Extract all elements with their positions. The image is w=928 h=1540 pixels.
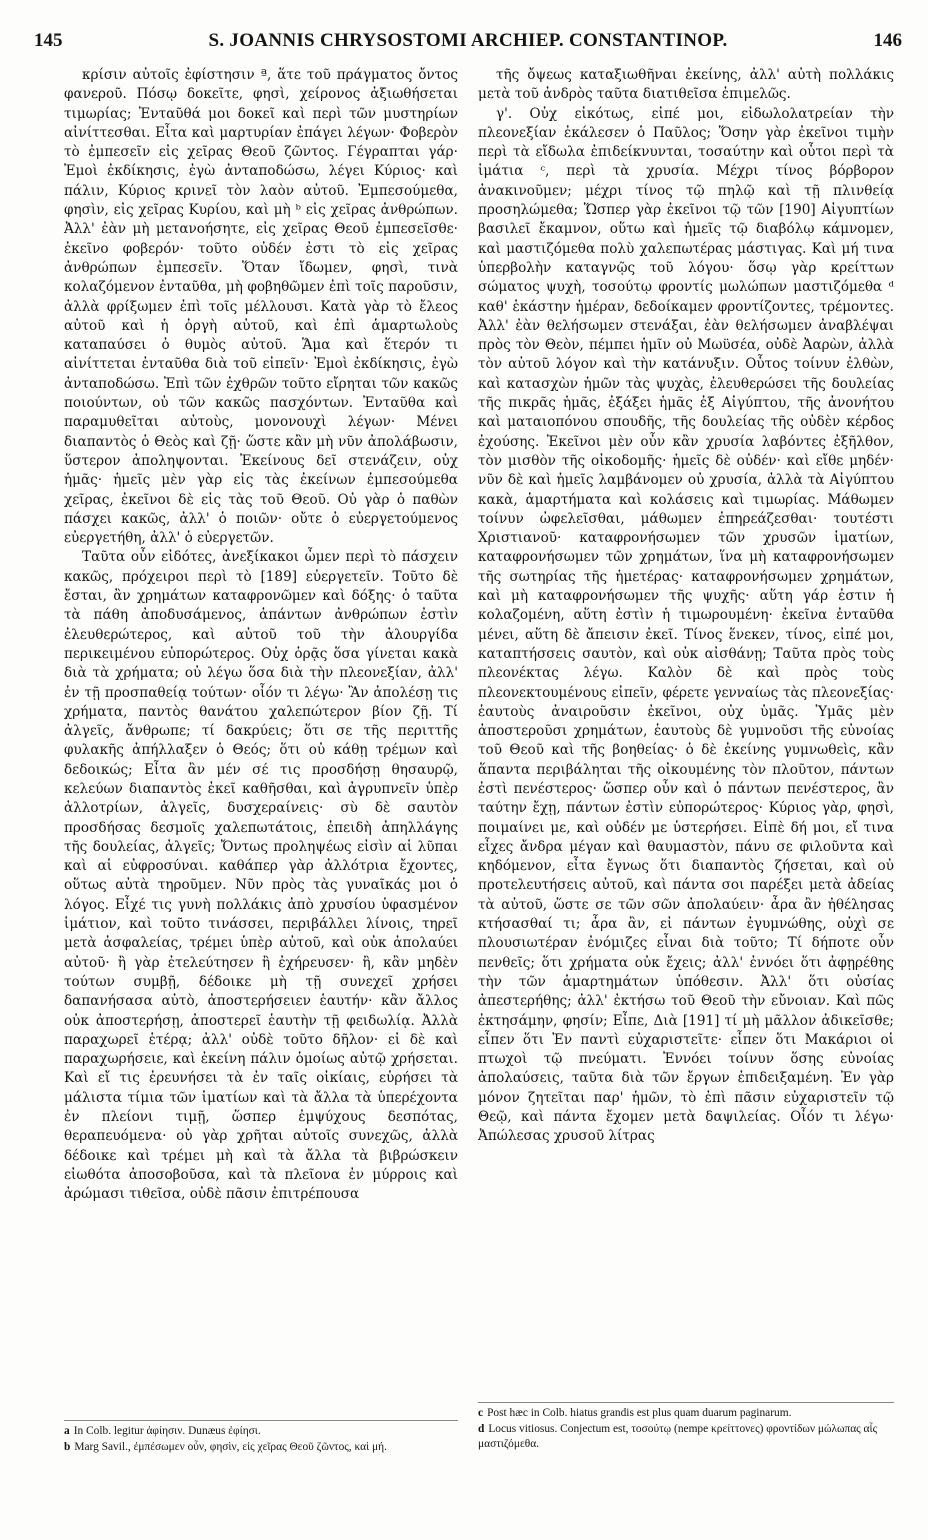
left-paragraph-2: Ταῦτα οὖν εἰδότες, ἀνεξίκακοι ὦμεν περὶ τὸ πάσχειν κακῶς, πρόχειροι περὶ τὸ [189] εὐεργετεῖν. Τοῦτο δὲ ἔσται, ἂν χρημάτων καταφρονῶμεν καὶ δόξης· ὁ ταῦτα τὰ πάθη ἀποδυσάμενος, ἁπάντων ἀνθρώπων ἐστὶν ἐλευθερώτερος, καὶ αὐτοῦ τοῦ τὴν ἁλουργίδα περικειμένου εὐπορώτερος. Οὐχ ὁρᾷς ὅσα γίνεται κακὰ διὰ τὰ χρήματα; οὐ λέγω ὅσα διὰ τὴν πλεονεξίαν, ἀλλ' ἐν τῇ προσπαθείᾳ τούτων· οἷόν τι λέγω· Ἂν ἀπολέσῃ τις χρήματα, παντὸς θανάτου χαλεπώτερον βίον ζῇ. Τί ἀλγεῖς, ἄνθρωπε; τί δακρύεις; ὅτι σε τῆς περιττῆς φυλακῆς ἀπήλλαξεν ὁ Θεός; ὅτι οὐ κάθῃ τρέμων καὶ δεδοικώς; Εἶτα ἂν μέν σέ τις προσδήσῃ θησαυρῷ, κελεύων διαπαντὸς ἐκεῖ καθῆσθαι, καὶ ἀγρυπνεῖν ὑπὲρ ἀλλοτρίων, ἀλγεῖς, δυσχεραίνεις· σὺ δὲ σαυτὸν προσδήσας δεσμοῖς χαλεπωτάτοις, ἐπειδὴ ἀπηλλάγης τῆς δουλείας, ἀλγεῖς; Ὄντως προληψέως εἰσὶν αἱ λῦπαι καὶ αἱ εὐφροσύναι. καθάπερ γὰρ ἀλλότρια ἔχοντες, οὕτως αὐτὰ τηροῦμεν. Νῦν πρὸς τὰς γυναῖκάς μοι ὁ λόγος. Εἶχέ τις γυνὴ πολλάκις ἀπὸ χρυσίου ὑφασμένον ἱμάτιον, καὶ τοῦτο τινάσσει, περιβάλλει λίνοις, τηρεῖ μετὰ ἀσφαλείας, τρέμει ὑπὲρ αὐτοῦ, καὶ οὐκ ἀπολαύει αὐτοῦ· ἢ γὰρ ἐτελεύτησεν ἢ ἐχήρευσεν· ἢ, κἂν μηδὲν τούτων συμβῇ, δέδοικε μὴ τῇ συνεχεῖ χρήσει δαπανήσασα αὐτὸ, ἀποστερήσειεν ἑαυτήν· κἂν ἄλλος οὐκ ἀποστερήσῃ, ἀποστερεῖ ἑαυτὴν τῇ φειδωλίᾳ. Ἀλλὰ παραχωρεῖ ἑτέρᾳ; ἀλλ' οὐδὲ τοῦτο δῆλον· εἰ δὲ καὶ παραχωρήσειε, καὶ ἐκείνη πάλιν ὁμοίως αὐτῷ χρήσεται. Καὶ εἴ τις ἐρευνήσει τὰ ἐν ταῖς οἰκίαις, εὑρήσει τὰ μάλιστα τίμια τῶν ἱματίων καὶ τὰ ἄλλα τὰ ὑπερέχοντα ἐν πλείονι τιμῇ, ὥσπερ ἐμψύχους δεσπότας, θεραπευόμενα· οὐ γὰρ χρῆται αὐτοῖς συνεχῶς, ἀλλὰ δέδοικε καὶ τρέμει μὴ καὶ τὰ ἄλλα τὰ βιβρώσκειν εἰωθότα ἀποσοβοῦσα, καὶ τὰ πλεῖονα ἐν μύρροις καὶ ἀρώμασι τιθεῖσα, οὐδὲ πᾶσιν ἐπιτρέπουσα bbox=[64, 549, 458, 1203]
footnotes-left bbox=[64, 1420, 458, 1456]
footnote-c: c Post hæc in Colb. hiatus grandis est plus quam duarum paginarum. bbox=[478, 1407, 792, 1419]
right-paragraph-2: γ'. Οὐχ εἰκότως, εἰπέ μοι, εἰδωλολατρείαν τὴν πλεονεξίαν ἐκάλεσεν ὁ Παῦλος; Ὅσην γὰρ ἐκεῖνοι τιμὴν περὶ τὰ εἴδωλα ἐπιδείκνυνται, τοσαύτην καὶ οὗτοι περὶ τὰ ἱμάτια ᶜ, περὶ τὰ χρυσία. Μέχρι τίνος βόρβορον ἀνακινοῦμεν; μέχρι τίνος τῷ πηλῷ καὶ τῇ πλινθείᾳ προσηλώμεθα; Ὥσπερ γὰρ ἐκεῖνοι τῷ τῶν [190] Αἰγυπτίων βασιλεῖ ἔκαμνον, οὕτω καὶ ἡμεῖς τῷ διαβόλῳ κάμνομεν, καὶ μαστιζόμεθα πολὺ χαλεπωτέρας μάστιγας. Καὶ μή τινα ὑπερβολὴν καταγνῷς τοῦ λόγου· ὅσῳ γὰρ κρείττων σώματος ψυχὴ, τοσούτῳ φροντίς μωλώπων μαστιζόμεθα ᵈ καθ' ἑκάστην ἡμέραν, δεδοίκαμεν φροντίζοντες, τρέμοντες. Ἀλλ' ἐὰν θελήσωμεν στενάξαι, ἐὰν θελήσωμεν ἀναβλέψαι πρὸς τὸν Θεὸν, πέμπει ἡμῖν οὐ Μωϋσέα, οὐδὲ Ἀαρὼν, ἀλλὰ τὸν αὐτοῦ λόγον καὶ τὴν κατάνυξιν. Οὗτος τοίνυν ἐλθὼν, καὶ κατασχὼν ἡμῶν τὰς ψυχὰς, ἐλευθερώσει τῆς δουλείας τῆς πικρᾶς ἡμᾶς, ἐξάξει ἡμᾶς ἐξ Αἰγύπτου, τῆς ἀνονήτου καὶ ματαιοπόνου σπουδῆς, τῆς δουλείας τῆς οὐδὲν κέρδος ἐχούσης. Ἐκεῖνοι μὲν οὖν κἂν χρυσία λαβόντες ἐξῆλθον, τὸν μισθὸν τῆς οἰκοδομῆς· ἡμεῖς δὲ οὐδέν· καὶ εἴθε μηδέν· νῦν δὲ καὶ ἡμεῖς λαμβάνομεν οὐ χρυσία, ἀλλὰ τὰ Αἰγύπτου κακὰ, ἁμαρτήματα καὶ κολάσεις καὶ τιμωρίας. Μάθωμεν τοίνυν ὠφελεῖσθαι, μάθωμεν ἐπηρεάζεσθαι· τουτέστι Χριστιανοῦ· καταφρονήσωμεν τῶν χρυσῶν ἱματίων, καταφρονήσωμεν τῶν χρημάτων, ἵνα μὴ καταφρονήσωμεν τῆς σωτηρίας τῆς ἡμετέρας· καταφρονήσωμεν χρημάτων, καὶ μὴ καταφρονήσωμεν τῆς ψυχῆς· αὕτη γάρ ἐστιν ἡ κολαζομένη, αὕτη ἐστὶν ἡ τιμωρουμένη· ἐκεῖνα ἐνταῦθα μένει, αὕτη δὲ ἄπεισιν ἐκεῖ. Τίνος ἕνεκεν, τίνος, εἰπέ μοι, καταπτήσσεις σαυτὸν, καὶ οὐκ αἰσθάνῃ; Ταῦτα πρὸς τοὺς πλεονέκτας λέγω. Καλὸν δὲ καὶ πρὸς τοὺς πλεονεκτουμένους εἰπεῖν, φέρετε γενναίως τὰς πλεονεξίας· ἑαυτοὺς ἀναιροῦσιν ἐκεῖνοι, οὐχ ὑμᾶς. Ὑμᾶς μὲν ἀποστεροῦσι χρημάτων, ἑαυτοὺς δὲ γυμνοῦσι τῆς εὐνοίας τοῦ Θεοῦ καὶ τῆς βοηθείας· ὁ δὲ ἐκείνης γυμνωθεὶς, κἂν ἅπαντα περιβάληται τῆς οἰκουμένης τὸν πλοῦτον, πάντων ἐστὶ πενέστερος· ὥσπερ οὖν καὶ ὁ πάντων πενέστερος, ἂν ταύτην ἔχῃ, πάντων ἐστὶν εὐπορώτερος· Κύριος γὰρ, φησὶ, ποιμαίνει με, καὶ οὐδέν με ὑστερήσει. Εἰπὲ δή μοι, εἴ τινα εἶχες ἄνδρα μέγαν καὶ θαυμαστὸν, πάνυ σε φιλοῦντα καὶ κηδόμενον, εἶτα ἔγνως ὅτι διαπαντὸς ζήσεται, καὶ οὐ προτελευτήσεις αὐτοῦ, καὶ πάντα σοι παρέξει μετὰ ἀδείας τὰ αὐτοῦ, ὥστε σε τῶν σῶν ἀπολαύειν· ἆρα ἂν ἠθέλησας κτήσασθαί τι; ἆρα ἂν, εἰ πάντων ἐγυμνώθης, οὐχὶ σε πλουσιωτέραν ἐνόμιζες εἶναι διὰ τοῦτο; Τί δήποτε οὖν πενθεῖς; ὅτι χρήματα οὐκ ἔχεις; ἀλλ' ἐννόει ὅτι ἀφῃρέθης τὴν τῶν ἁμαρτημάτων ὑπόθεσιν. Ἀλλ' ὅτι οὐσίας ἀπεστερήθης; ἀλλ' ἐκτήσω τοῦ Θεοῦ τὴν εὔνοιαν. Καὶ πῶς ἐκτησάμην, φησίν; Εἶπε, Διὰ [191] τί μὴ μᾶλλον ἀδικεῖσθε; εἶπεν ὅτι Ἐν παντὶ εὐχαριστεῖτε· εἶπεν ὅτι Μακάριοι οἱ πτωχοὶ τῷ πνεύματι. Ἐννόει τοίνυν ὅσης εὐνοίας ἀπολαύσεις, ταῦτα διὰ τῶν ἔργων ἐπιδειξαμένη. Ἐν γὰρ μόνον ζητεῖται παρ' ἡμῶν, τὸ ἐπὶ πᾶσιν εὐχαριστεῖν τῷ Θεῷ, καὶ πάντα ἔχομεν μετὰ δαψιλείας. Οἷόν τι λέγω· Ἀπώλεσας χρυσοῦ λίτρας bbox=[478, 105, 894, 1145]
footnotes-right bbox=[478, 1402, 894, 1454]
left-column bbox=[64, 66, 458, 1205]
right-column bbox=[478, 66, 894, 1147]
footnote-b: b Marg Savil., ἐμπέσωμεν οὖν, φησὶν, εἰς χεῖρας Θεοῦ ζῶντος, καὶ μή. bbox=[64, 1441, 387, 1454]
page-number-right: 146 bbox=[873, 30, 902, 51]
running-title: S. JOANNIS CHRYSOSTOMI ARCHIEP. CONSTANTINOP. bbox=[208, 30, 728, 51]
right-paragraph-1: τῆς ὄψεως καταξιωθῆναι ἐκείνης, ἀλλ' αὐτὴ πολλάκις μετὰ τοῦ ἀνδρὸς ταῦτα διατιθεῖσα ἐπιμελῶς. bbox=[478, 67, 894, 103]
page-header bbox=[34, 30, 902, 60]
footnote-d: d Locus vitiosus. Conjectum est, τοσούτῳ (nempe κρείττονες) φροντίδων μώλωπας αἷς μαστιζόμεθα. bbox=[478, 1423, 878, 1451]
page-number-left: 145 bbox=[34, 30, 63, 51]
footnote-a: a In Colb. legitur ἀφίησιν. Dunæus ἐφίησι. bbox=[64, 1425, 261, 1437]
left-paragraph-1: κρίσιν αὐτοῖς ἐφίστησιν ª, ἅτε τοῦ πράγματος ὄντος φανεροῦ. Πόσῳ δοκεῖτε, φησὶ, χείρονος ἀξιωθήσεται τιμωρίας; Ἐνταῦθά μοι δοκεῖ καὶ περὶ τῶν μυστηρίων αἰνίττεσθαι. Εἶτα καὶ μαρτυρίαν ἐπάγει λέγων· Φοβερὸν τὸ ἐμπεσεῖν εἰς χεῖρας Θεοῦ ζῶντος. Γέγραπται γάρ· Ἐμοὶ ἐκδίκησις, ἐγὼ ἀνταποδώσω, λέγει Κύριος· καὶ πάλιν, Κύριος κρινεῖ τὸν λαὸν αὐτοῦ. Ἐμπεσούμεθα, φησὶν, εἰς χεῖρας Κυρίου, καὶ μὴ ᵇ εἰς χεῖρας ἀνθρώπων. Ἀλλ' ἐὰν μὴ μετανοήσητε, εἰς χεῖρας Θεοῦ ἐμπεσεῖσθε· ἐκεῖνο φοβερόν· τοῦτο οὐδέν ἐστι τὸ εἰς χεῖρας ἀνθρώπων ἐμπεσεῖν. Ὅταν ἴδωμεν, φησὶ, τινὰ κολαζόμενον ἐνταῦθα, μὴ φοβηθῶμεν ἐπὶ τοῖς παροῦσιν, ἀλλὰ φρίξωμεν ἐπὶ τοῖς μέλλουσι. Κατὰ γὰρ τὸ ἔλεος αὐτοῦ καὶ ἡ ὀργὴ αὐτοῦ, καὶ ἐπὶ ἁμαρτωλοὺς καταπαύσει ὁ θυμὸς αὐτοῦ. Ἅμα καὶ ἕτερόν τι αἰνίττεται ἐνταῦθα διὰ τοῦ εἰπεῖν· Ἐμοὶ ἐκδίκησις, ἐγὼ ἀνταποδώσω. Ἐπὶ τῶν ἐχθρῶν τοῦτο εἴρηται τῶν κακῶς ποιούντων, οὐ τῶν κακῶς πασχόντων. Ἐνταῦθα καὶ παραμυθεῖται αὐτοὺς, μονονουχὶ λέγων· Μένει διαπαντὸς ὁ Θεὸς καὶ ζῇ· ὥστε κἂν μὴ νῦν ἀπολάβωσιν, ὕστερον ἀποληψονται. Ἐκείνους δεῖ στενάζειν, οὐχ ἡμᾶς· ἡμεῖς μὲν γὰρ εἰς τὰς ἐκείνων ἐμπεσούμεθα χεῖρας, ἐκεῖνοι δὲ εἰς τὰς τοῦ Θεοῦ. Οὐ γὰρ ὁ παθὼν πάσχει κακῶς, ἀλλ' ὁ ποιῶν· οὔτε ὁ εὐεργετούμενος εὐεργετήθη, ἀλλ' ὁ εὐεργετῶν. bbox=[64, 67, 458, 547]
